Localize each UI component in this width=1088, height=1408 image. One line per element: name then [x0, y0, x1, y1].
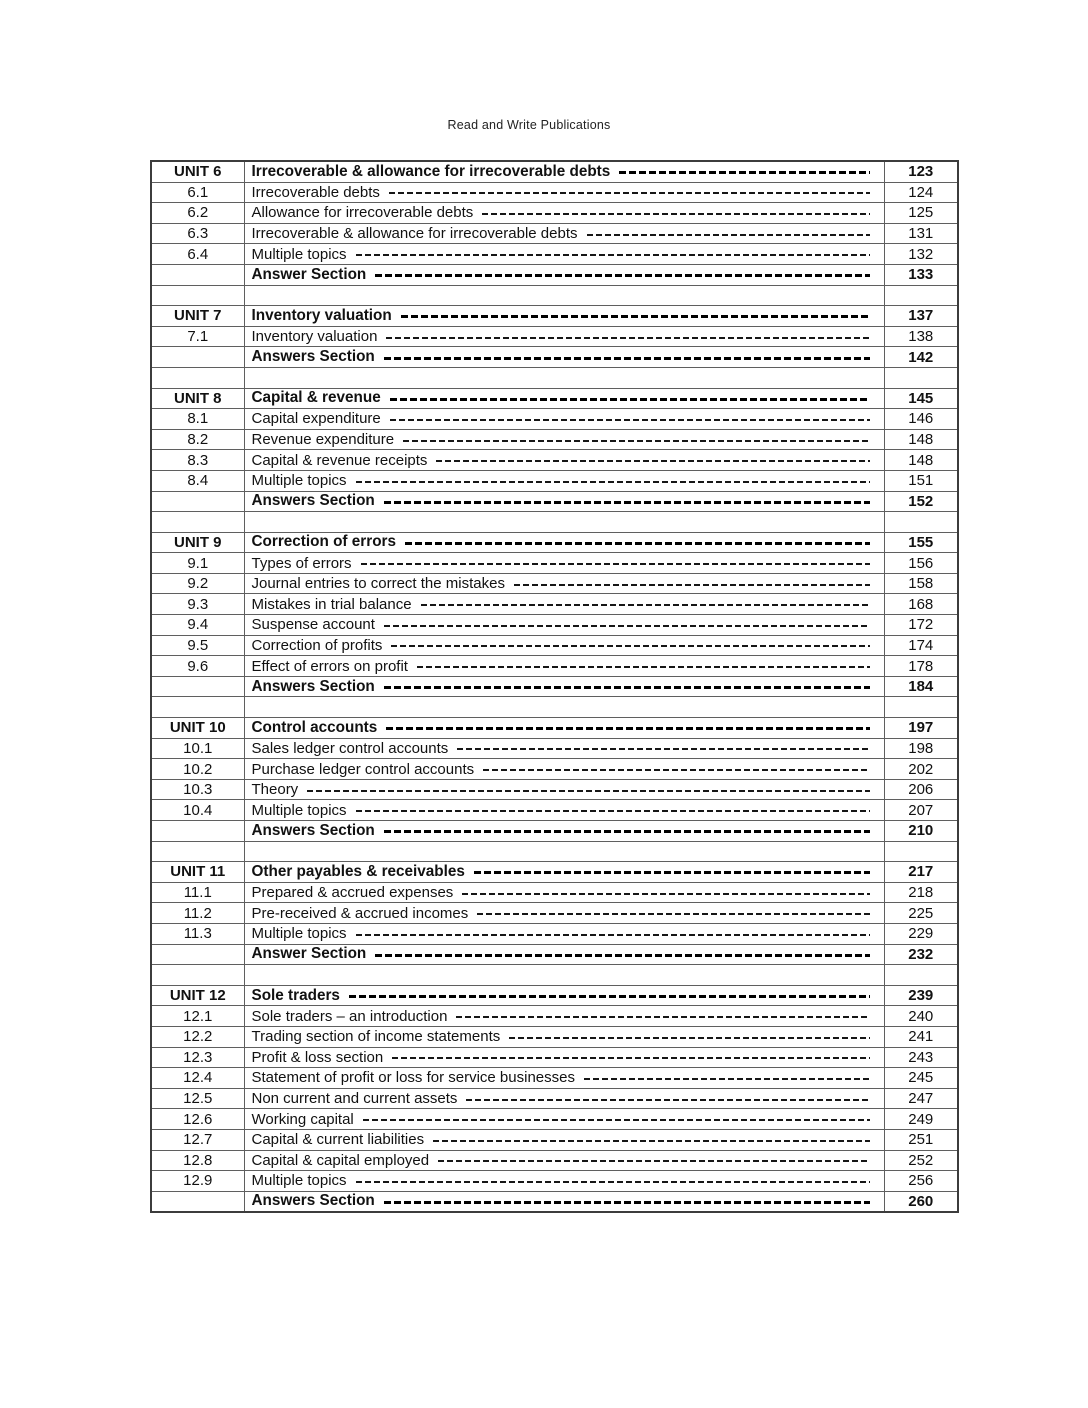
dotted-leader [514, 584, 870, 586]
row-page-cell: 256 [884, 1171, 958, 1192]
dotted-leader [483, 769, 869, 771]
spacer-row [151, 841, 958, 862]
dotted-leader [587, 234, 870, 236]
row-page-cell: 146 [884, 409, 958, 430]
row-number-cell [151, 944, 244, 965]
row-title-text: Capital & revenue receipts [251, 451, 428, 469]
row-title-text: Answers Section [251, 821, 375, 839]
section-row [151, 409, 958, 430]
row-number-cell: 9.3 [151, 594, 244, 615]
spacer-page-cell [884, 512, 958, 533]
row-page-cell: 225 [884, 903, 958, 924]
dotted-leader [401, 315, 870, 318]
row-number-cell: 9.4 [151, 615, 244, 636]
row-page-cell: 232 [884, 944, 958, 965]
row-title-text: Answers Section [251, 492, 375, 510]
section-row [151, 800, 958, 821]
row-number-cell: 10.3 [151, 779, 244, 800]
row-title-text: Mistakes in trial balance [251, 595, 412, 613]
row-title-cell [244, 738, 884, 759]
dotted-leader [466, 1099, 869, 1101]
dotted-leader [403, 440, 869, 442]
dotted-leader [391, 645, 869, 647]
row-title-cell [244, 470, 884, 491]
row-number-cell: 12.5 [151, 1088, 244, 1109]
section-row [151, 923, 958, 944]
row-number-cell: 7.1 [151, 326, 244, 347]
row-title-text: Capital & capital employed [251, 1151, 430, 1169]
row-number-cell: 12.2 [151, 1026, 244, 1047]
section-row [151, 759, 958, 780]
row-title-text: Answers Section [251, 348, 375, 366]
row-title-text: Capital expenditure [251, 410, 381, 428]
spacer-page-cell [884, 697, 958, 718]
row-number-cell: 9.2 [151, 573, 244, 594]
dotted-leader [436, 460, 869, 462]
spacer-title-cell [244, 285, 884, 306]
row-number-cell: 11.1 [151, 882, 244, 903]
spacer-row [151, 512, 958, 533]
row-title-cell [244, 779, 884, 800]
publisher-header: Read and Write Publications [447, 118, 611, 132]
row-title-cell [244, 1129, 884, 1150]
row-page-cell: 155 [884, 532, 958, 553]
row-page-cell: 239 [884, 985, 958, 1006]
spacer-title-cell [244, 965, 884, 986]
table-of-contents [150, 160, 959, 1213]
row-title-cell [244, 203, 884, 224]
dotted-leader [375, 274, 869, 277]
row-page-cell: 249 [884, 1109, 958, 1130]
answer-row [151, 1191, 958, 1212]
row-title-text: Correction of errors [251, 533, 396, 551]
row-title-text: Journal entries to correct the mistakes [251, 575, 505, 593]
spacer-num-cell [151, 841, 244, 862]
row-number-cell: 9.6 [151, 656, 244, 677]
row-page-cell: 217 [884, 862, 958, 883]
row-title-text: Multiple topics [251, 472, 347, 490]
dotted-leader [384, 625, 870, 627]
row-title-text: Control accounts [251, 718, 378, 736]
spacer-num-cell [151, 697, 244, 718]
row-number-cell: UNIT 11 [151, 862, 244, 883]
section-row [151, 182, 958, 203]
row-page-cell: 202 [884, 759, 958, 780]
toc-table-body [151, 161, 958, 1212]
row-title-text: Purchase ledger control accounts [251, 760, 475, 778]
dotted-leader [417, 666, 870, 668]
section-row [151, 326, 958, 347]
row-number-cell: 6.1 [151, 182, 244, 203]
dotted-leader [584, 1078, 870, 1080]
row-number-cell [151, 1191, 244, 1212]
row-page-cell: 133 [884, 264, 958, 285]
unit-header-row [151, 985, 958, 1006]
section-row [151, 1026, 958, 1047]
row-page-cell: 152 [884, 491, 958, 512]
row-title-text: Multiple topics [251, 925, 347, 943]
section-row [151, 470, 958, 491]
row-number-cell: 8.2 [151, 429, 244, 450]
dotted-leader [384, 501, 870, 504]
row-title-text: Multiple topics [251, 245, 347, 263]
row-page-cell: 131 [884, 223, 958, 244]
row-number-cell: 12.6 [151, 1109, 244, 1130]
dotted-leader [482, 213, 869, 215]
section-row [151, 779, 958, 800]
row-page-cell: 198 [884, 738, 958, 759]
row-title-text: Other payables & receivables [251, 862, 465, 880]
row-page-cell: 148 [884, 450, 958, 471]
row-number-cell: 10.1 [151, 738, 244, 759]
section-row [151, 656, 958, 677]
row-number-cell: 12.7 [151, 1129, 244, 1150]
row-page-cell: 174 [884, 635, 958, 656]
row-title-cell [244, 347, 884, 368]
dotted-leader [390, 419, 870, 421]
row-title-cell [244, 306, 884, 327]
row-title-cell [244, 1088, 884, 1109]
dotted-leader [307, 790, 869, 792]
row-page-cell: 251 [884, 1129, 958, 1150]
row-title-text: Inventory valuation [251, 328, 378, 346]
spacer-row [151, 367, 958, 388]
answer-row [151, 944, 958, 965]
row-number-cell: 12.4 [151, 1068, 244, 1089]
row-title-cell [244, 573, 884, 594]
row-page-cell: 197 [884, 718, 958, 739]
answer-row [151, 821, 958, 842]
row-page-cell: 168 [884, 594, 958, 615]
row-title-text: Sales ledger control accounts [251, 739, 449, 757]
spacer-num-cell [151, 512, 244, 533]
row-title-text: Multiple topics [251, 1172, 347, 1190]
row-title-cell [244, 161, 884, 182]
row-title-cell [244, 615, 884, 636]
section-row [151, 244, 958, 265]
row-number-cell: 8.1 [151, 409, 244, 430]
dotted-leader [390, 398, 870, 401]
row-title-text: Answers Section [251, 1192, 375, 1210]
row-title-cell [244, 450, 884, 471]
section-row [151, 882, 958, 903]
row-title-text: Answer Section [251, 265, 367, 283]
row-title-cell [244, 635, 884, 656]
row-number-cell: 10.2 [151, 759, 244, 780]
row-title-text: Revenue expenditure [251, 431, 395, 449]
row-title-cell [244, 264, 884, 285]
dotted-leader [384, 686, 870, 689]
row-number-cell: 11.2 [151, 903, 244, 924]
dotted-leader [356, 481, 870, 483]
section-row [151, 573, 958, 594]
row-page-cell: 142 [884, 347, 958, 368]
row-title-text: Profit & loss section [251, 1048, 384, 1066]
section-row [151, 738, 958, 759]
row-title-cell [244, 718, 884, 739]
row-title-cell [244, 862, 884, 883]
spacer-title-cell [244, 512, 884, 533]
row-title-text: Irrecoverable & allowance for irrecoverable debts [251, 162, 611, 180]
dotted-leader [389, 192, 870, 194]
row-number-cell: 8.4 [151, 470, 244, 491]
row-number-cell: UNIT 9 [151, 532, 244, 553]
section-row [151, 429, 958, 450]
row-page-cell: 243 [884, 1047, 958, 1068]
section-row [151, 903, 958, 924]
row-title-text: Statement of profit or loss for service businesses [251, 1069, 575, 1087]
row-title-text: Answers Section [251, 677, 375, 695]
section-row [151, 594, 958, 615]
row-page-cell: 184 [884, 676, 958, 697]
row-page-cell: 158 [884, 573, 958, 594]
row-title-text: Prepared & accrued expenses [251, 884, 454, 902]
row-page-cell: 148 [884, 429, 958, 450]
dotted-leader [349, 995, 870, 998]
row-number-cell: UNIT 10 [151, 718, 244, 739]
row-title-cell [244, 594, 884, 615]
row-page-cell: 178 [884, 656, 958, 677]
answer-row [151, 264, 958, 285]
unit-header-row [151, 161, 958, 182]
row-page-cell: 137 [884, 306, 958, 327]
row-page-cell: 218 [884, 882, 958, 903]
spacer-page-cell [884, 965, 958, 986]
row-title-text: Correction of profits [251, 636, 383, 654]
spacer-title-cell [244, 697, 884, 718]
row-number-cell: UNIT 12 [151, 985, 244, 1006]
row-number-cell: 12.3 [151, 1047, 244, 1068]
row-title-text: Trading section of income statements [251, 1028, 501, 1046]
row-title-cell [244, 1006, 884, 1027]
row-page-cell: 260 [884, 1191, 958, 1212]
dotted-leader [356, 934, 870, 936]
row-number-cell: UNIT 8 [151, 388, 244, 409]
row-page-cell: 138 [884, 326, 958, 347]
row-page-cell: 151 [884, 470, 958, 491]
row-title-cell [244, 1191, 884, 1212]
row-title-cell [244, 1109, 884, 1130]
row-title-text: Theory [251, 781, 299, 799]
row-number-cell: 12.8 [151, 1150, 244, 1171]
row-title-cell [244, 821, 884, 842]
row-title-cell [244, 388, 884, 409]
dotted-leader [356, 810, 870, 812]
row-number-cell [151, 347, 244, 368]
dotted-leader [386, 337, 869, 339]
row-title-text: Types of errors [251, 554, 352, 572]
row-page-cell: 241 [884, 1026, 958, 1047]
unit-header-row [151, 718, 958, 739]
row-page-cell: 132 [884, 244, 958, 265]
spacer-title-cell [244, 367, 884, 388]
row-number-cell: UNIT 7 [151, 306, 244, 327]
row-title-text: Sole traders – an introduction [251, 1007, 448, 1025]
row-title-text: Capital & revenue [251, 389, 381, 407]
section-row [151, 1068, 958, 1089]
row-number-cell: 9.5 [151, 635, 244, 656]
section-row [151, 1129, 958, 1150]
row-page-cell: 172 [884, 615, 958, 636]
row-number-cell: 12.9 [151, 1171, 244, 1192]
section-row [151, 1109, 958, 1130]
row-title-text: Inventory valuation [251, 306, 392, 324]
row-page-cell: 207 [884, 800, 958, 821]
dotted-leader [356, 1181, 870, 1183]
dotted-leader [477, 913, 869, 915]
spacer-page-cell [884, 841, 958, 862]
section-row [151, 1171, 958, 1192]
row-title-cell [244, 656, 884, 677]
row-page-cell: 125 [884, 203, 958, 224]
unit-header-row [151, 532, 958, 553]
spacer-page-cell [884, 367, 958, 388]
spacer-num-cell [151, 367, 244, 388]
row-page-cell: 145 [884, 388, 958, 409]
dotted-leader [438, 1160, 869, 1162]
row-number-cell [151, 676, 244, 697]
row-page-cell: 245 [884, 1068, 958, 1089]
row-title-cell [244, 1171, 884, 1192]
row-title-cell [244, 429, 884, 450]
section-row [151, 1047, 958, 1068]
section-row [151, 1006, 958, 1027]
row-number-cell [151, 821, 244, 842]
row-page-cell: 210 [884, 821, 958, 842]
spacer-row [151, 965, 958, 986]
row-title-cell [244, 903, 884, 924]
row-title-text: Non current and current assets [251, 1090, 458, 1108]
dotted-leader [619, 171, 869, 174]
row-number-cell: 9.1 [151, 553, 244, 574]
section-row [151, 615, 958, 636]
row-page-cell: 123 [884, 161, 958, 182]
row-number-cell: UNIT 6 [151, 161, 244, 182]
dotted-leader [356, 254, 870, 256]
row-number-cell: 10.4 [151, 800, 244, 821]
row-page-cell: 156 [884, 553, 958, 574]
row-title-cell [244, 1068, 884, 1089]
row-title-text: Effect of errors on profit [251, 657, 408, 675]
row-title-cell [244, 244, 884, 265]
dotted-leader [361, 563, 870, 565]
row-title-text: Allowance for irrecoverable debts [251, 204, 474, 222]
spacer-row [151, 697, 958, 718]
dotted-leader [509, 1037, 869, 1039]
dotted-leader [384, 830, 870, 833]
row-title-cell [244, 923, 884, 944]
row-title-cell [244, 1026, 884, 1047]
row-title-text: Suspense account [251, 616, 375, 634]
row-title-cell [244, 182, 884, 203]
section-row [151, 1088, 958, 1109]
row-title-cell [244, 882, 884, 903]
dotted-leader [386, 727, 869, 730]
unit-header-row [151, 306, 958, 327]
row-title-cell [244, 491, 884, 512]
row-title-text: Answer Section [251, 945, 367, 963]
row-title-cell [244, 409, 884, 430]
section-row [151, 1150, 958, 1171]
row-title-cell [244, 985, 884, 1006]
row-title-cell [244, 553, 884, 574]
dotted-leader [375, 954, 869, 957]
section-row [151, 553, 958, 574]
answer-row [151, 491, 958, 512]
spacer-page-cell [884, 285, 958, 306]
dotted-leader [433, 1140, 869, 1142]
dotted-leader [384, 1201, 870, 1204]
row-number-cell: 11.3 [151, 923, 244, 944]
dotted-leader [363, 1119, 870, 1121]
row-title-cell [244, 800, 884, 821]
row-number-cell [151, 264, 244, 285]
dotted-leader [392, 1057, 869, 1059]
unit-header-row [151, 388, 958, 409]
section-row [151, 450, 958, 471]
section-row [151, 635, 958, 656]
spacer-num-cell [151, 965, 244, 986]
spacer-title-cell [244, 841, 884, 862]
row-number-cell: 6.2 [151, 203, 244, 224]
row-title-cell [244, 759, 884, 780]
row-number-cell: 6.4 [151, 244, 244, 265]
row-number-cell [151, 491, 244, 512]
answer-row [151, 676, 958, 697]
row-title-text: Pre-received & accrued incomes [251, 904, 469, 922]
row-page-cell: 229 [884, 923, 958, 944]
row-title-text: Irrecoverable debts [251, 183, 380, 201]
row-title-text: Irrecoverable & allowance for irrecoverable debts [251, 225, 578, 243]
spacer-row [151, 285, 958, 306]
section-row [151, 223, 958, 244]
row-title-cell [244, 676, 884, 697]
row-page-cell: 240 [884, 1006, 958, 1027]
row-page-cell: 124 [884, 182, 958, 203]
row-title-text: Capital & current liabilities [251, 1131, 425, 1149]
row-title-text: Multiple topics [251, 801, 347, 819]
answer-row [151, 347, 958, 368]
row-title-cell [244, 326, 884, 347]
section-row [151, 203, 958, 224]
row-page-cell: 206 [884, 779, 958, 800]
row-title-text: Sole traders [251, 986, 340, 1004]
dotted-leader [384, 357, 870, 360]
dotted-leader [462, 893, 869, 895]
row-number-cell: 6.3 [151, 223, 244, 244]
dotted-leader [421, 604, 870, 606]
unit-header-row [151, 862, 958, 883]
dotted-leader [457, 748, 869, 750]
row-number-cell: 8.3 [151, 450, 244, 471]
dotted-leader [456, 1016, 869, 1018]
dotted-leader [405, 542, 870, 545]
dotted-leader [474, 871, 870, 874]
row-page-cell: 252 [884, 1150, 958, 1171]
row-title-cell [244, 944, 884, 965]
row-page-cell: 247 [884, 1088, 958, 1109]
row-title-cell [244, 532, 884, 553]
row-title-cell [244, 1150, 884, 1171]
spacer-num-cell [151, 285, 244, 306]
row-title-text: Working capital [251, 1110, 354, 1128]
row-title-cell [244, 223, 884, 244]
row-title-cell [244, 1047, 884, 1068]
row-number-cell: 12.1 [151, 1006, 244, 1027]
